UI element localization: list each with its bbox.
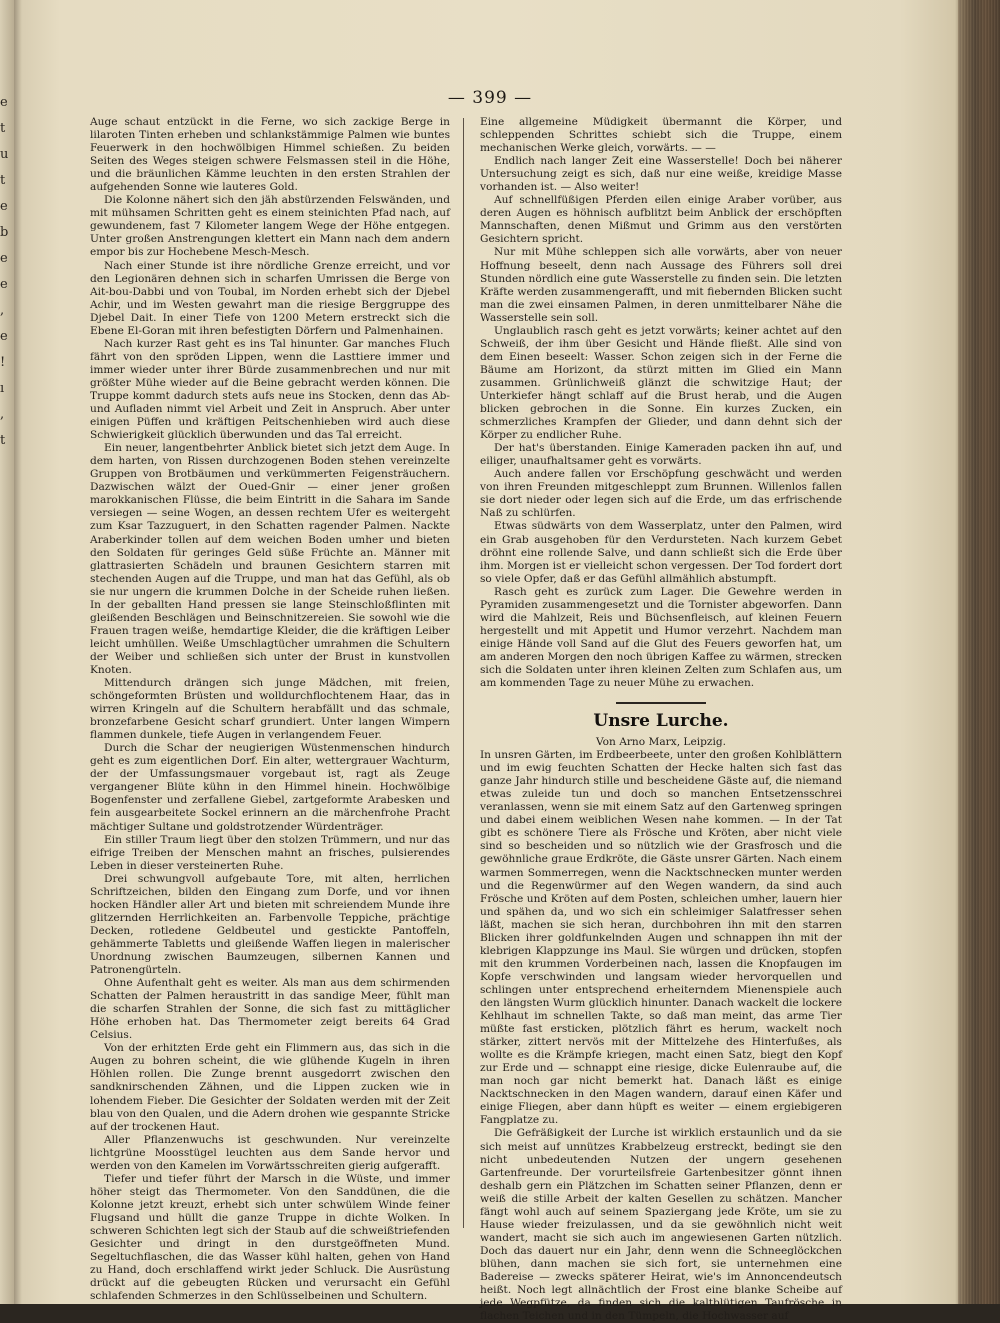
article-paragraph: Die Gefräßigkeit der Lurche ist wirklich erstaunlich und da sie sich meist auf unnützes Krabbelzeug erstreckt, bedingt sie den nicht unbedeutenden Nutzen der ungern gesehenen Gartenfreunde. Der vorurteilsfreie Gartenbesitzer gönnt ihnen deshalb gern ein Plätzchen im Schatten seiner Pflanzen, denn er weiß die stille Arbeit der kalten Gesellen zu schätzen. Mancher fängt wohl auch auf seinem Spaziergang jede Kröte, um sie zu Hause wieder freizulassen, und da sie gewöhnlich nicht weit wandert, macht sie sich auch im angewiesenen Garten nützlich. Doch das dauert nur ein Jahr, denn wenn die Schneeglöckchen blühen, dann machen sie sich fort, sie unternehmen eine Badereise — zwecks späterer Heirat, wie's im Annoncendeutsch heißt. Noch legt allnächtlich der Frost eine blanke Scheibe auf jede Wegpfütze, da finden sich die kaltblütigen Taufrösche in flachen Teichen und in den Tümpeln, die Hochwasser auf [480,1127,842,1323]
paragraph: Drei schwungvoll aufgebaute Tore, mit alten, herrlichen Schriftzeichen, bilden den Eingang zum Dorfe, und vor ihnen hocken Händler aller Art und bieten mit schreiendem Munde ihre glitzernden Herrlichkeiten an. Farbenvolle Teppiche, prächtige Decken, rotledene Geldbeutel und gestickte Pantoffeln, gehämmerte Tabletts und gleißende Waffen liegen in malerischer Unordnung zwischen Baumzeugen, silbernen Kannen und Patronengürteln. [90,872,450,977]
right-column [480,116,842,1323]
paragraph: Die Kolonne nähert sich den jäh abstürzenden Felswänden, und mit mühsamen Schritten geht es einem steinichten Pfad nach, auf gewundenem, fast 7 Kilometer langem Wege der Höhe entgegen. Unter großen Anstrengungen klettert ein Mann nach dem andern empor bis zur Hochebene Mesch-Mesch. [90,194,450,259]
page-number: — 399 — [447,88,533,108]
paragraph: Unglaublich rasch geht es jetzt vorwärts; keiner achtet auf den Schweiß, der ihm über Gesicht und Hände fließt. Alle sind von dem Einen beseelt: Wasser. Schon zeigen sich in der Ferne die Bäume am Horizont, da stürzt mitten im Glied ein Mann zusammen. Grünlichweiß glänzt die schwitzige Haut; der Unterkiefer hängt schlaff auf die Brust herab, und die Augen blicken gebrochen in die Sonne. Ein kurzes Zucken, ein schmerzliches Krampfen der Glieder, und dann dehnt sich der Körper zu endlicher Ruhe. [480,324,842,442]
book-spine [958,0,1000,1304]
left-column [90,116,450,1303]
article-body [480,749,842,1323]
margin-fragment: u [0,147,9,162]
article-paragraph: In unsren Gärten, im Erdbeerbeete, unter den großen Kohlblättern und im ewig feuchten Schatten der Hecke halten sich fast das ganze Jahr hindurch stille und bescheidene Gäste auf, die niemand etwas zuleide tun und doch so manchen Entsetzensschrei veranlassen, wenn sie mit einem Satz auf den Gartenweg springen und dabei einem weiblichen Wesen nahe kommen. — In der Tat gibt es schönere Tiere als Frösche und Kröten, aber nicht viele sind so bescheiden und so nützlich wie der Grasfrosch und die gewöhnliche graue Erdkröte, die Gäste unsrer Gärten. Nach einem warmen Sommerregen, wenn die Nacktschnecken munter werden und die Regenwürmer auf den Wegen wandern, da sind auch Frösche und Kröten auf dem Posten, schleichen umher, lauern hier und spähen da, und wo sich ein schleimiger Salatfresser sehen läßt, machen sie sich heran, durchbohren ihn mit den starren Blicken ihrer goldfunkelnden Augen und schnappen ihn mit der klebrigen Klappzunge ins Maul. Sie würgen und drücken, stopfen mit den krummen Vorderbeinen nach, lassen die Knopfaugen im Kopfe verschwinden und langsam wieder hervorquellen und schlingen unter entsprechend erheiterndem Mienenspiele auch den längsten Wurm glücklich hinunter. Danach wackelt die lockere Kehlhaut im schnellen Takte, so daß man meint, das arme Tier müßte fast ersticken, plötzlich fährt es herum, wackelt noch stärker, zittert nervös mit der Mittelzehe des Hinterfußes, als wollte es die Krämpfe kriegen, macht einen Satz, biegt den Kopf zur Erde und — schnappt eine riesige, dicke Eulenraube auf, die man noch gar nicht bemerkt hat. Danach läßt es einige Nacktschnecken in den Magen wandern, darauf einen Käfer und einige Fliegen, aber dann hüpft es weiter — einem ergiebigeren Fangplatze zu. [480,749,842,1127]
margin-fragment: ! [0,355,6,370]
margin-fragment: t [0,173,6,188]
paragraph: Mittendurch drängen sich junge Mädchen, mit freien, schöngeformten Brüsten und wolldurchflochtenem Haar, das in wirren Kringeln auf die Schultern herabfällt und das schmale, bronzefarbene Gesicht scharf grundiert. Unter langen Wimpern flammen dunkele, tiefe Augen in verlangendem Feuer. [90,677,450,742]
margin-fragment: e [0,95,8,110]
paragraph: Eine allgemeine Müdigkeit übermannt die Körper, und schleppenden Schrittes schiebt sich die Truppe, einem mechanischen Werke gleich, vorwärts. — — [480,116,842,155]
section-rule [616,702,706,704]
adjacent-page-edge [0,0,14,1304]
adjacent-page-fragments [0,90,14,454]
article-title: Unsre Lurche. [593,711,729,732]
paragraph: Tiefer und tiefer führt der Marsch in die Wüste, und immer höher steigt das Thermometer. Von den Sanddünen, die die Kolonne jetzt kreuzt, erhebt sich unter schwülem Winde feiner Flugsand und hüllt die ganze Truppe in dichte Wolken. In schweren Schichten legt sich der Staub auf die schweißtriefenden Gesichter und dringt in den durstgeöffneten Mund. Segeltuchflaschen, die das Wasser kühl halten, gehen von Hand zu Hand, doch erschlaffend wirkt jeder Schluck. Die Ausrüstung drückt auf die gebeugten Rücken und verursacht ein Gefühl schlafenden Schmerzes in den Schlüsselbeinen und Schultern. [90,1172,450,1303]
paragraph: Endlich nach langer Zeit eine Wasserstelle! Doch bei näherer Untersuchung zeigt es sich, daß nur eine weiße, kreidige Masse vorhanden ist. — Also weiter! [480,155,842,194]
margin-fragment: e [0,251,8,266]
margin-fragment: ı [0,381,5,396]
paragraph: Auge schaut entzückt in die Ferne, wo sich zackige Berge in lilaroten Tinten erheben und schlankstämmige Palmen wie buntes Feuerwerk in den hochwölbigen Himmel schießen. Zu beiden Seiten des Weges steigen schwere Felsmassen steil in die Höhe, und die bräunlichen Kämme leuchten in den ersten Strahlen der aufgehenden Sonne wie lauteres Gold. [90,116,450,194]
paragraph: Von der erhitzten Erde geht ein Flimmern aus, das sich in die Augen zu bohren scheint, die wie glühende Kugeln in ihren Höhlen rollen. Die Zunge brennt ausgedorrt zwischen den sandknirschenden Zähnen, und die Lippen zucken wie in lohendem Fieber. Die Gesichter der Soldaten werden mit der Zeit blau von den Qualen, und die Adern drohen wie gespannte Stricke auf der trockenen Haut. [90,1042,450,1133]
paragraph: Etwas südwärts von dem Wasserplatz, unter den Palmen, wird ein Grab ausgehoben für den Verdursteten. Nach kurzem Gebet dröhnt eine rollende Salve, und dann schließt sich die Erde über ihm. Morgen ist er vielleicht schon vergessen. Der Tod fordert dort so viele Opfer, daß er das Gefühl allmählich abstumpft. [480,520,842,585]
paragraph: Ein stiller Traum liegt über den stolzen Trümmern, und nur das eifrige Treiben der Menschen mahnt an frisches, pulsierendes Leben in dieser versteinerten Ruhe. [90,833,450,872]
paragraph: Rasch geht es zurück zum Lager. Die Gewehre werden in Pyramiden zusammengesetzt und die Tornister abgeworfen. Dann wird die Mahlzeit, Reis und Büchsenfleisch, auf kleinen Feuern hergestellt und mit Appetit und Humor verzehrt. Nachdem man einige Hände voll Sand auf die Glut des Feuers geworfen hat, um am anderen Morgen den noch übrigen Kaffee zu wärmen, strecken sich die Soldaten unter ihren kleinen Zelten zum Schlafen aus, um am kommenden Tage zu neuer Mühe zu erwachen. [480,585,842,690]
margin-fragment: , [0,303,5,318]
column-divider [463,118,464,1228]
article-byline: Von Arno Marx, Leipzig. [595,736,727,749]
paragraph: Aller Pflanzenwuchs ist geschwunden. Nur vereinzelte lichtgrüne Moosstügel leuchten aus dem Sande hervor und werden von den Kamelen im Vorwärtsschreiten gierig aufgerafft. [90,1133,450,1172]
margin-fragment: t [0,433,6,448]
paragraph: Nach kurzer Rast geht es ins Tal hinunter. Gar manches Fluch fährt von den spröden Lippen, wenn die Lasttiere immer und immer wieder unter ihrer Bürde zusammenbrechen und nur mit größter Mühe wieder auf die Beine gebracht werden können. Die Truppe kommt dadurch stets aufs neue ins Stocken, denn das Ab- und Aufladen nimmt viel Arbeit und Zeit in Anspruch. Aber unter einigen Püffen und kräftigen Peitschenhieben wird auch diese Schwierigkeit glücklich überwunden und das Tal erreicht. [90,337,450,442]
paragraph: Nur mit Mühe schleppen sich alle vorwärts, aber von neuer Hoffnung beseelt, denn nach Aussage des Führers soll drei Stunden nördlich eine gute Wasserstelle zu finden sein. Die letzten Kräfte werden zusammengerafft, und mit fiebernden Blicken sucht man die zwei einsamen Palmen, in deren unmittelbarer Nähe die Wasserstelle sein soll. [480,246,842,324]
paragraph: Durch die Schar der neugierigen Wüstenmenschen hindurch geht es zum eigentlichen Dorf. Ein alter, wettergrauer Wachturm, der der Umfassungsmauer vorgebaut ist, ragt als Zeuge vergangener Blüte kühn in den Himmel hinein. Hochwölbige Bogenfenster und zerfallene Giebel, zartgeformte Arabesken und fein ausgearbeitete Sockel erinnern an die märchenfrohe Pracht mächtiger Sultane und goldstrotzender Würdenträger. [90,742,450,833]
paragraph: Ein neuer, langentbehrter Anblick bietet sich jetzt dem Auge. In dem harten, von Rissen durchzogenen Boden stehen vereinzelte Gruppen von Brotbäumen und verkümmerten Feigensträuchern. Dazwischen wälzt der Oued-Gnir — einer jener großen marokkanischen Flüsse, die beim Eintritt in die Sahara im Sande versiegen — seine Wogen, an dessen rechtem Ufer es weitergeht zum Ksar Tazzuguert, in den Schatten ragender Palmen. Nackte Araberkinder tollen auf dem weichen Boden umher und bieten den Soldaten für geringes Geld süße Früchte an. Männer mit glattrasierten Schädeln und braunen Gesichtern starren mit stechenden Augen auf die Truppe, und man hat das Gefühl, als ob sie nur ungern die krummen Dolche in der Scheide ruhen ließen. In der geballten Hand pressen sie lange Steinschloßflinten mit gleißenden Beschlägen und Beinschnitzereien. Sie sowohl wie die Frauen tragen weiße, hemdartige Kleider, die die kräftigen Leiber leicht umhüllen. Weiße Umschlagtücher umrahmen die Schultern der Weiber und schließen sich unter der Brust in kunstvollen Knoten. [90,442,450,676]
margin-fragment: b [0,225,9,240]
margin-fragment: , [0,407,5,422]
margin-fragment: t [0,121,6,136]
paragraph: Der hat's überstanden. Einige Kameraden packen ihn auf, und eiliger, unaufhaltsamer geht es vorwärts. [480,442,842,468]
margin-fragment: e [0,199,8,214]
paragraph: Ohne Aufenthalt geht es weiter. Als man aus dem schirmenden Schatten der Palmen heraustritt in das sandige Meer, fühlt man die scharfen Strahlen der Sonne, die sich fast zu mittäglicher Höhe erhoben hat. Das Thermometer zeigt bereits 64 Grad Celsius. [90,977,450,1042]
paragraph: Auf schnellfüßigen Pferden eilen einige Araber vorüber, aus deren Augen es höhnisch aufblitzt beim Anblick der erschöpften Mannschaften, denen Mißmut und Grimm aus den verstörten Gesichtern spricht. [480,194,842,246]
margin-fragment: e [0,329,8,344]
story-continuation [480,116,842,690]
paragraph: Auch andere fallen vor Erschöpfung geschwächt und werden von ihren Freunden mitgeschleppt zum Brunnen. Willenlos fallen sie dort nieder oder legen sich auf die Erde, um das erfrischende Naß zu schlürfen. [480,468,842,520]
margin-fragment: e [0,277,8,292]
paragraph: Nach einer Stunde ist ihre nördliche Grenze erreicht, und vor den Legionären dehnen sich in scharfen Umrissen die Berge von Ait-bou-Dabbi und von Toubal, im Norden erhebt sich der Djebel Achir, und im Westen gewahrt man die riesige Berggruppe des Djebel Dait. In einer Tiefe von 1200 Metern erstreckt sich die Ebene El-Goran mit ihren befestigten Dörfern und Palmenhainen. [90,259,450,337]
